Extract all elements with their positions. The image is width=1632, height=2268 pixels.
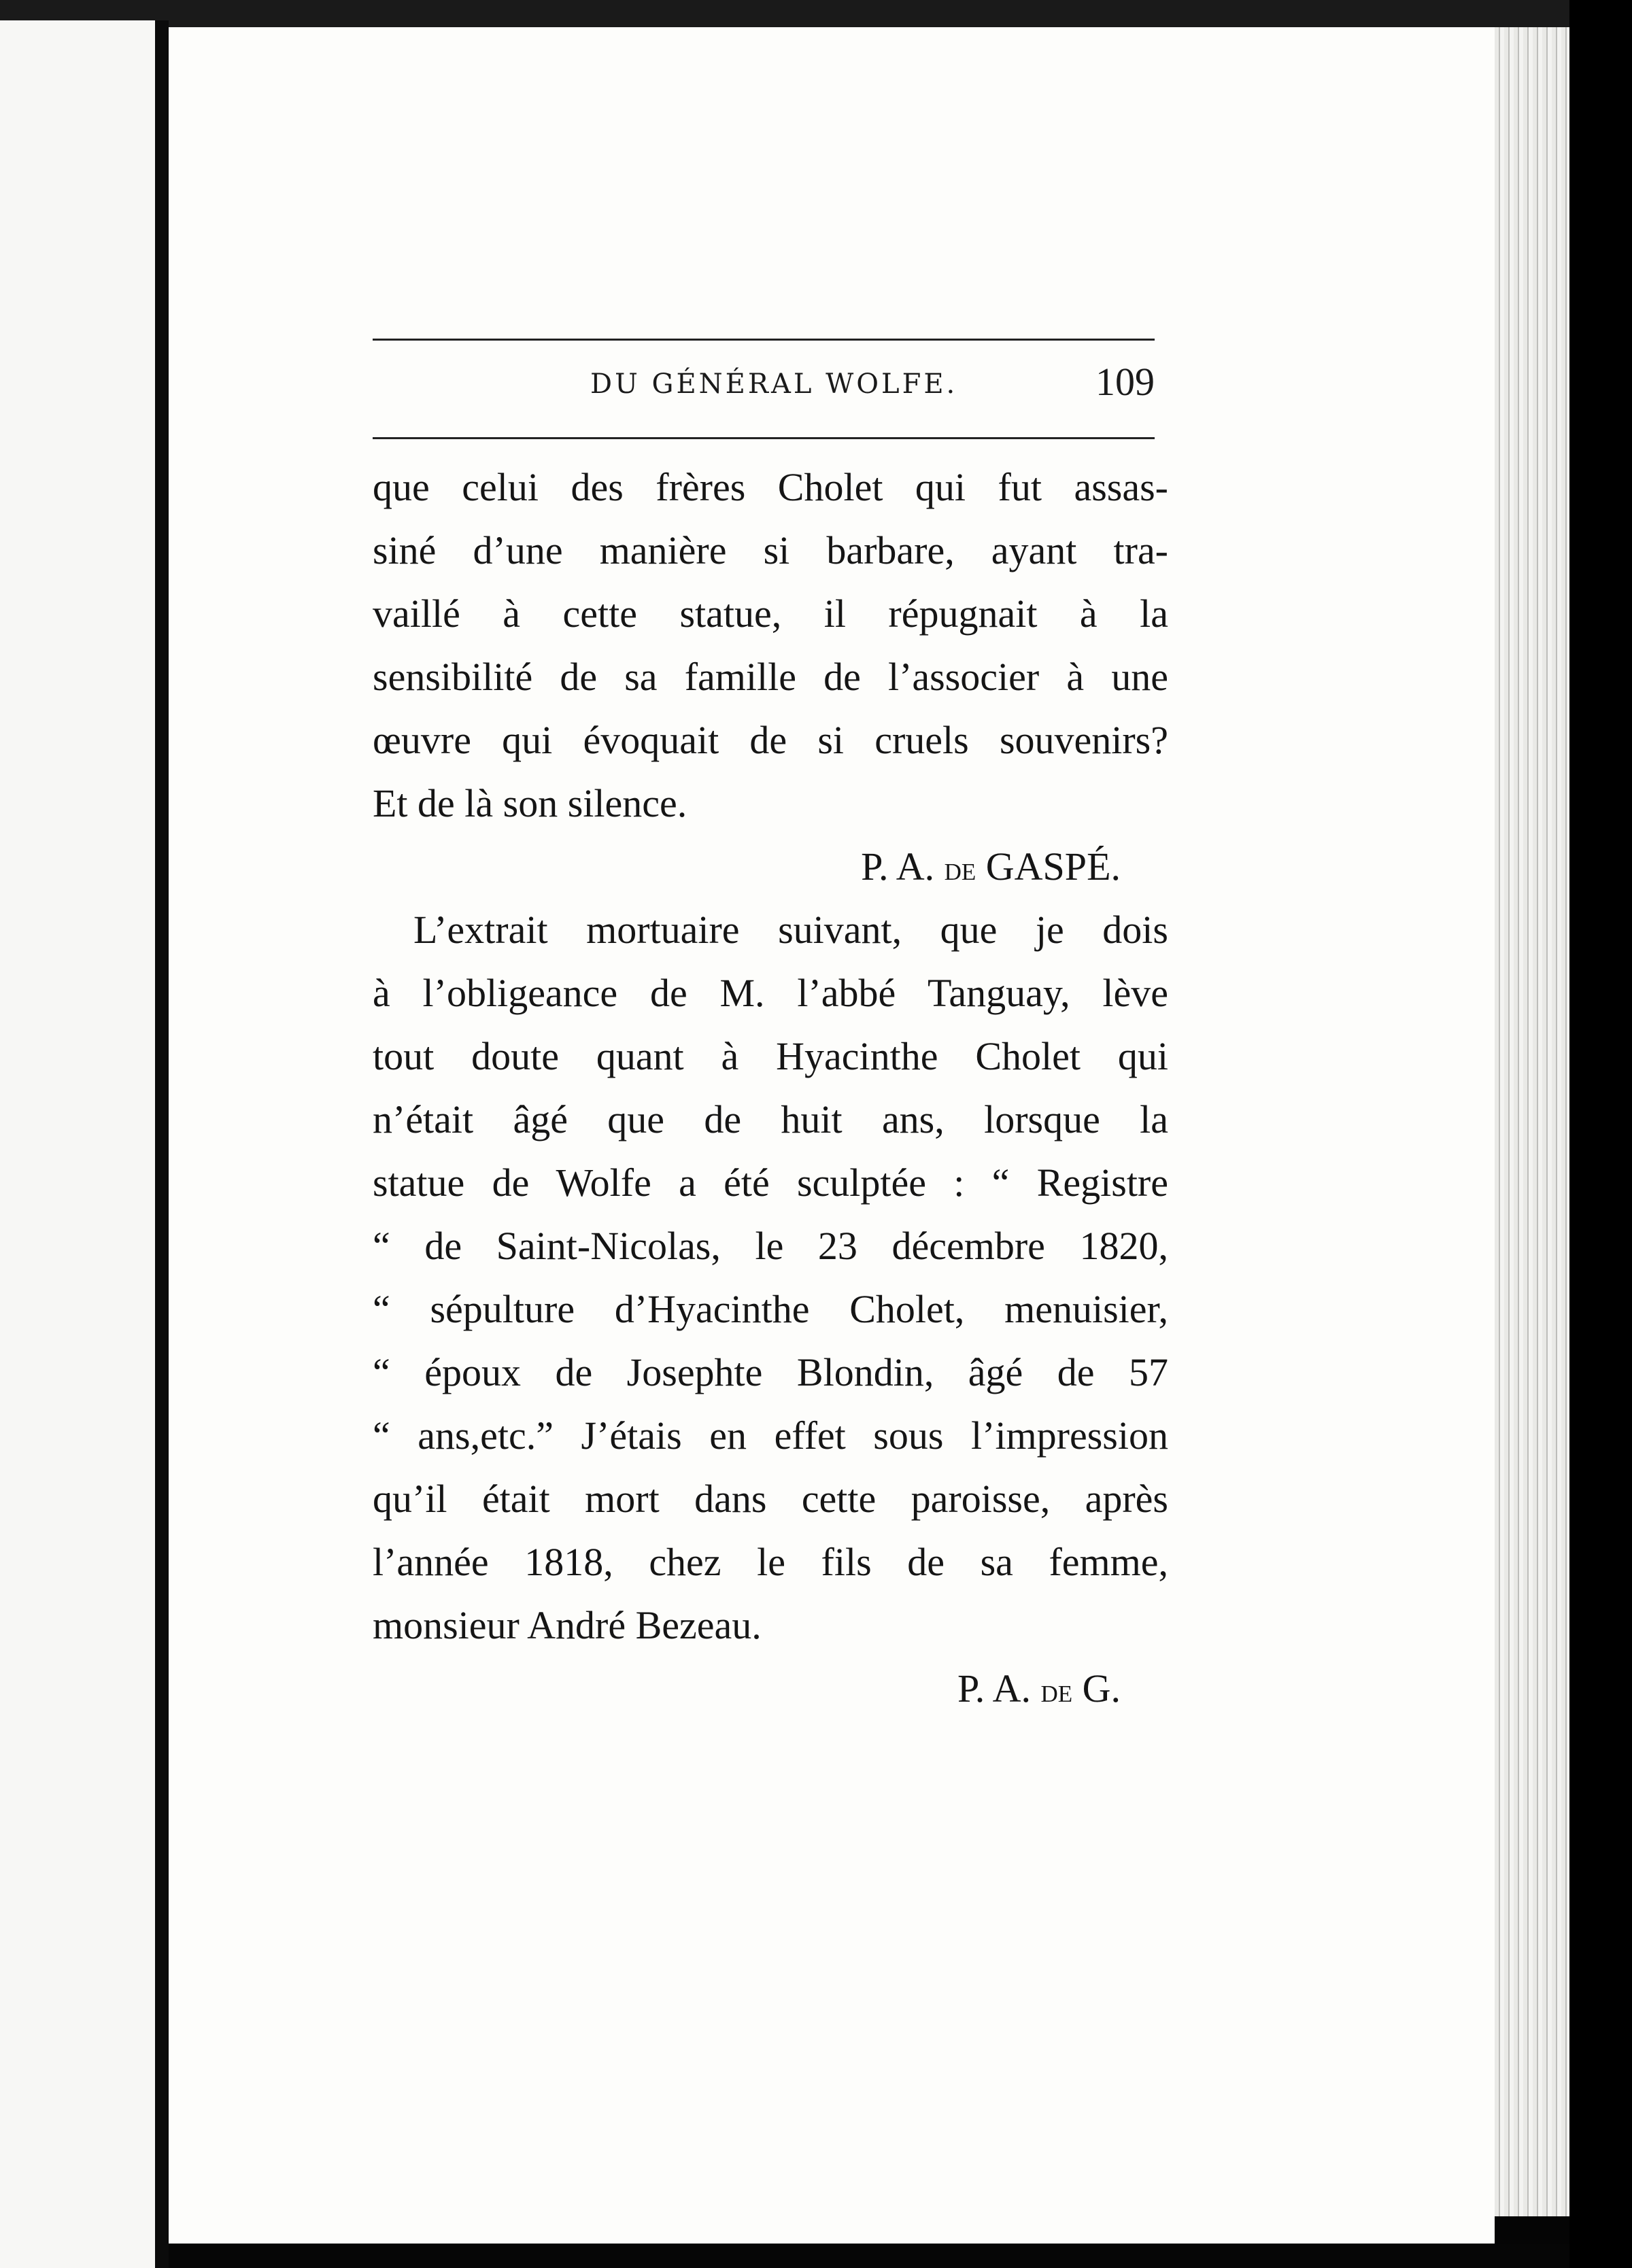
signature-surname: G. — [1082, 1666, 1121, 1711]
signature-initials: P. A. — [861, 844, 935, 889]
signature-particle: de — [1040, 1671, 1073, 1709]
text-line: n’était âgé que de huit ans, lorsque la — [373, 1097, 1168, 1141]
scan-bottom-border — [169, 2244, 1569, 2268]
signature-particle: de — [944, 849, 976, 887]
scan-right-border — [1569, 0, 1632, 2268]
running-head — [373, 359, 1155, 427]
paragraph-2 — [373, 898, 1168, 1657]
text-line: “ époux de Josephte Blondin, âgé de 57 — [373, 1350, 1168, 1394]
text-line: L’extrait mortuaire suivant, que je dois — [413, 908, 1168, 952]
text-line: qu’il était mort dans cette paroisse, après — [373, 1477, 1168, 1521]
running-title: DU GÉNÉRAL WOLFE. — [590, 368, 958, 400]
signature-surname: GASPÉ. — [985, 844, 1121, 889]
signature-initials-block — [373, 1657, 1168, 1720]
signature-initials: P. A. — [957, 1666, 1031, 1711]
text-line: siné d’une manière si barbare, ayant tra- — [373, 528, 1168, 572]
page-stack-edges — [1495, 27, 1569, 2216]
text-line: “ de Saint-Nicolas, le 23 décembre 1820, — [373, 1224, 1168, 1268]
text-line: Et de là son silence. — [373, 781, 687, 825]
book-gutter — [155, 20, 169, 2268]
text-line: sensibilité de sa famille de l’associer à une — [373, 655, 1168, 699]
text-line: statue de Wolfe a été sculptée : “ Registre — [373, 1161, 1168, 1205]
paragraph-1 — [373, 456, 1168, 835]
text-line: “ sépulture d’Hyacinthe Cholet, menuisier, — [373, 1287, 1168, 1331]
text-line: vaillé à cette statue, il répugnait à la — [373, 591, 1168, 636]
body-text — [373, 456, 1168, 1720]
text-line: monsieur André Bezeau. — [373, 1603, 762, 1647]
text-line: l’année 1818, chez le fils de sa femme, — [373, 1540, 1168, 1584]
header-rule-bottom — [373, 437, 1155, 439]
page-number: 109 — [1095, 360, 1155, 404]
text-line: à l’obligeance de M. l’abbé Tanguay, lève — [373, 971, 1168, 1015]
text-line: “ ans,etc.” J’étais en effet sous l’impression — [373, 1413, 1168, 1458]
scan-top-edge — [0, 0, 1632, 27]
header-rule-top — [373, 339, 1155, 341]
signature-gaspe — [373, 835, 1168, 898]
text-line: que celui des frères Cholet qui fut assas- — [373, 465, 1168, 509]
text-line: tout doute quant à Hyacinthe Cholet qui — [373, 1034, 1168, 1078]
facing-page-edge — [0, 20, 155, 2268]
text-line: œuvre qui évoquait de si cruels souvenirs? — [373, 718, 1168, 762]
